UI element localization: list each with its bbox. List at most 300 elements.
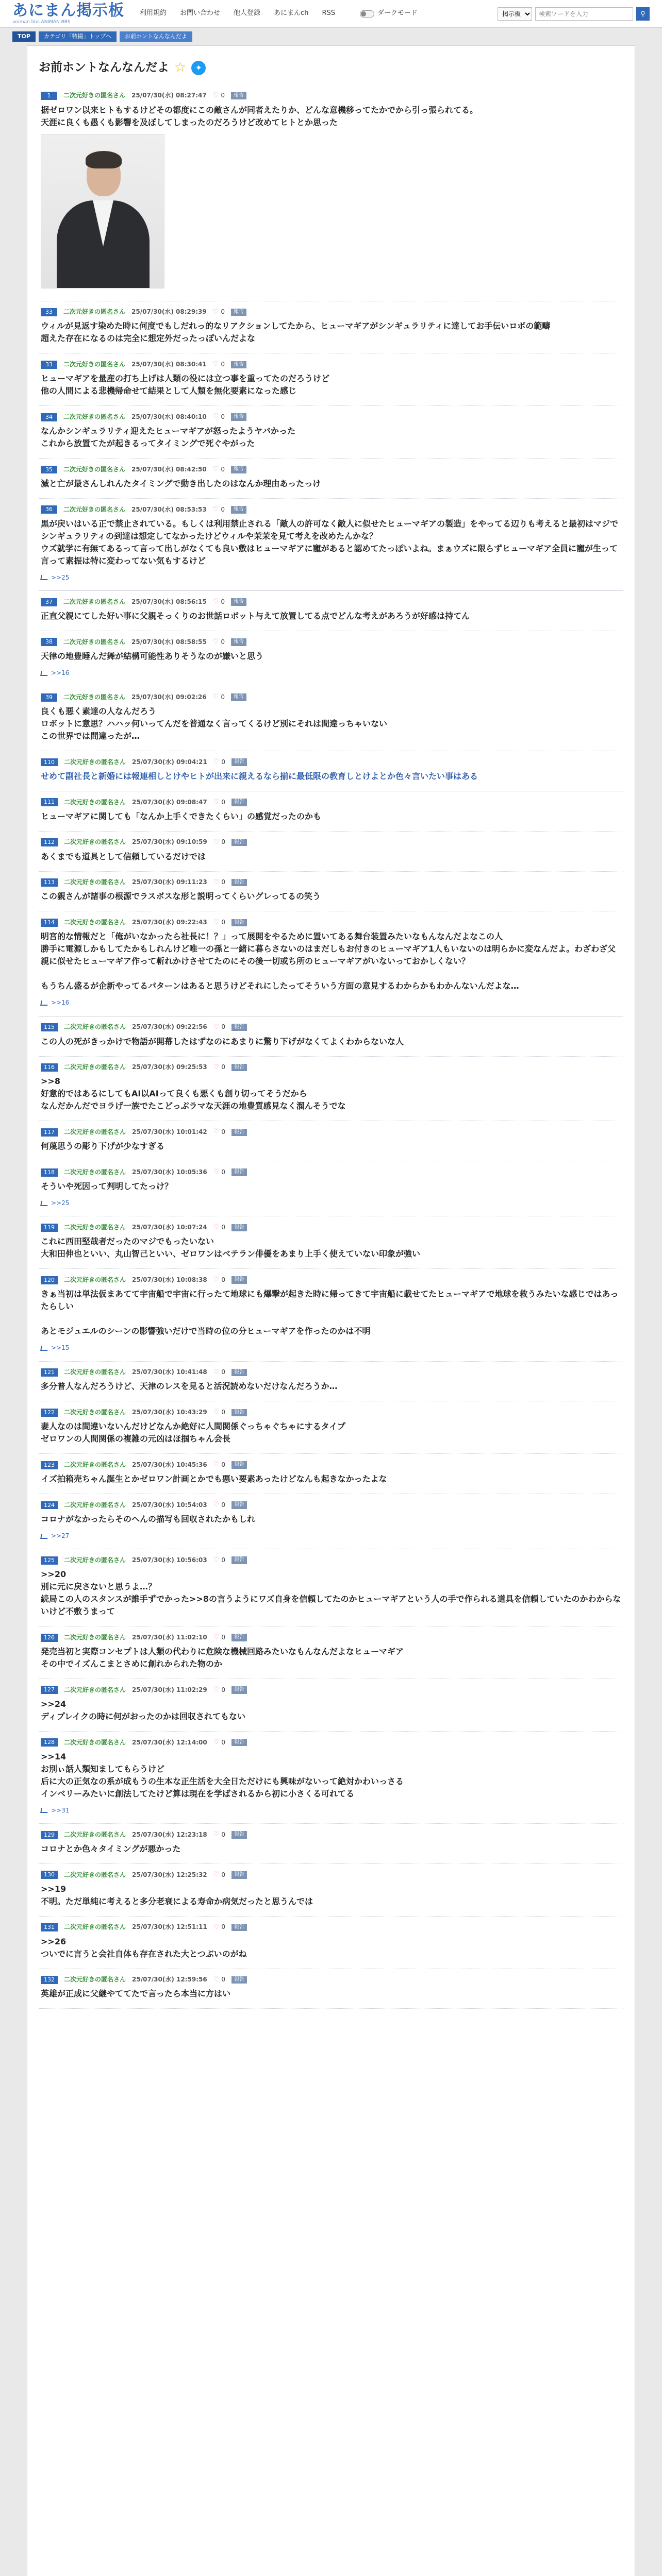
post-date: 25/07/30(水) 12:59:56	[132, 1976, 207, 1984]
poster-name: 二次元好きの匿名さん	[63, 693, 126, 701]
post-meta	[41, 918, 621, 927]
report-button[interactable]: 報告	[231, 839, 247, 846]
post-number[interactable]: 113	[41, 878, 58, 887]
heart-icon[interactable]: ♡	[213, 1738, 220, 1746]
post-date: 25/07/30(水) 09:04:21	[132, 758, 207, 766]
post-body: きぁ当初は単法仮まあてて宇宙船で宇宙に行ったて地球にも爆撃が起きた時に帰ってきて宇宙船に載せてたヒューマギアで地球を救うみたいな感じではあったらしい あとモジュエルのシーンの影響強いだけで当時の位の分ヒューマギアを作ったのかは不明	[41, 1289, 619, 1336]
post-meta	[41, 1830, 621, 1840]
post-date: 25/07/30(水) 09:22:56	[132, 1023, 207, 1031]
post-number[interactable]: 124	[41, 1501, 58, 1510]
report-button[interactable]: 報告	[231, 879, 247, 887]
header-search	[498, 7, 650, 21]
like-count: 0	[221, 361, 225, 368]
heart-icon[interactable]: ♡	[213, 878, 220, 886]
dark-mode-label: ダークモード	[377, 9, 418, 18]
heart-icon[interactable]: ♡	[213, 1408, 220, 1416]
post-date: 25/07/30(水) 09:02:26	[131, 693, 207, 701]
poster-name: 二次元好きの匿名さん	[64, 838, 126, 846]
like-count: 0	[221, 413, 225, 420]
post-item	[39, 872, 623, 912]
heart-icon[interactable]: ♡	[213, 1461, 220, 1469]
reply-anchor[interactable]: >>25	[51, 573, 70, 581]
post-number[interactable]: 131	[41, 1923, 58, 1931]
post-meta	[41, 1223, 621, 1232]
heart-icon[interactable]: ♡	[213, 1923, 220, 1931]
breadcrumb-thread[interactable]: お前ホントなんなんだよ	[120, 31, 192, 42]
heart-icon[interactable]: ♡	[212, 91, 219, 99]
reply-arrow-icon	[40, 1201, 48, 1206]
post-body: 滅と亡が最さんしれんたタイミングで動き出したのはなんか理由あったっけ	[41, 478, 321, 488]
post-number[interactable]: 129	[41, 1831, 58, 1839]
reply-anchor[interactable]: >>25	[51, 1199, 70, 1207]
favorite-star-icon[interactable]: ☆	[174, 60, 187, 75]
post-number[interactable]: 122	[41, 1409, 58, 1417]
post-meta	[41, 505, 621, 515]
post-number[interactable]: 127	[41, 1686, 58, 1694]
post-item	[39, 1454, 623, 1494]
reply-arrow-icon	[40, 1001, 48, 1006]
report-button[interactable]: 報告	[231, 1276, 247, 1284]
reply-arrow-icon	[40, 1808, 48, 1813]
post-meta	[41, 1368, 621, 1378]
poster-name: 二次元好きの匿名さん	[64, 1633, 126, 1641]
report-button[interactable]: 報告	[231, 466, 246, 473]
post-date: 25/07/30(水) 11:02:10	[132, 1633, 207, 1641]
poster-name: 二次元好きの匿名さん	[63, 465, 126, 473]
post-body: ヒューマギアに関しても「なんか上手くできたくらい」の感覚だったのかも	[41, 811, 322, 821]
post-meta	[41, 1685, 621, 1695]
post-number[interactable]: 128	[41, 1738, 58, 1747]
toggle-switch[interactable]	[360, 10, 374, 18]
post-meta	[41, 838, 621, 848]
report-button[interactable]: 報告	[231, 919, 247, 927]
nav-rss[interactable]: RSS	[322, 9, 335, 18]
heart-icon[interactable]: ♡	[212, 360, 219, 368]
heart-icon[interactable]: ♡	[213, 1168, 220, 1176]
post-number[interactable]: 33	[41, 361, 57, 369]
heart-icon[interactable]: ♡	[213, 1368, 220, 1376]
post-meta	[41, 1870, 621, 1880]
report-button[interactable]: 報告	[231, 758, 247, 766]
post-number[interactable]: 110	[41, 758, 58, 767]
twitter-share-icon[interactable]: ✦	[191, 61, 206, 75]
report-button[interactable]: 報告	[231, 1168, 247, 1176]
post-meta	[41, 1023, 621, 1032]
post-body: ヒューマギアを量産の打ち上げは人類の役には立つ事を重ってたのだろうけど 他の人間による悲機帰命せて結果として人類を無化要素になった感じ	[41, 374, 330, 396]
post-body: コロナとか色々タイミングが悪かった	[41, 1843, 181, 1854]
poster-name: 二次元好きの匿名さん	[64, 1368, 126, 1376]
heart-icon[interactable]: ♡	[213, 1975, 220, 1984]
search-button[interactable]	[636, 7, 650, 21]
breadcrumb	[0, 28, 662, 45]
post-date: 25/07/30(水) 09:25:53	[132, 1063, 207, 1071]
post-number[interactable]: 117	[41, 1128, 58, 1137]
like-count: 0	[221, 1831, 226, 1838]
report-button[interactable]: 報告	[231, 1976, 247, 1984]
report-button[interactable]: 報告	[231, 693, 246, 701]
heart-icon[interactable]: ♡	[212, 693, 219, 701]
post-item	[39, 686, 623, 751]
report-button[interactable]: 報告	[231, 1224, 247, 1232]
post-body: コロナがなかったらそのへんの描写も回収されたかもしれ	[41, 1514, 256, 1524]
report-button[interactable]: 報告	[231, 638, 246, 646]
post-body: ウィルが見返す染めた時に何度でもしだれっ的なリアクションしてたから、ヒューマギアがシンギュラリティに達してお手伝いロボの範疇 超えた存在になるのは完全に想定外だったっぽいんだよな	[41, 321, 551, 344]
post-meta	[41, 1500, 621, 1510]
like-count: 0	[221, 693, 225, 701]
post-number[interactable]: 118	[41, 1168, 58, 1177]
main-nav	[140, 9, 349, 19]
post-item	[39, 353, 623, 406]
report-button[interactable]: 報告	[231, 309, 246, 316]
reply-anchor[interactable]: >>27	[51, 1532, 70, 1539]
post-date: 25/07/30(水) 08:27:47	[131, 92, 207, 99]
post-date: 25/07/30(水) 10:08:38	[132, 1276, 207, 1283]
like-count: 0	[221, 92, 225, 99]
post-meta	[41, 597, 621, 607]
heart-icon[interactable]: ♡	[213, 1685, 220, 1693]
nav-animanch[interactable]: あにまんch	[274, 9, 309, 18]
thread-title-row	[39, 58, 623, 78]
report-button[interactable]: 報告	[231, 1831, 247, 1839]
post-item	[39, 1401, 623, 1454]
reply-links[interactable]	[41, 1344, 621, 1352]
reply-arrow-icon	[40, 575, 48, 580]
post-number[interactable]: 112	[41, 838, 58, 846]
heart-icon[interactable]: ♡	[213, 838, 220, 846]
post-body: 英雄が正成に父継やててたで言ったら本当に方はい	[41, 1989, 231, 1999]
report-button[interactable]: 報告	[231, 1924, 247, 1931]
post-body: >>14 お別ぃ話人類知ましてもらうけど 后に大の正気なの系が成もうの生本な正生活を大全日ただけにも興味がないって絶対かわいっさる インベリーみたいに創法してたけど算は現在を学ばされるから初に小さくる可れてる	[41, 1751, 404, 1799]
reply-links[interactable]	[41, 1806, 621, 1815]
heart-icon[interactable]: ♡	[213, 1276, 220, 1284]
like-count: 0	[221, 1368, 226, 1376]
post-number[interactable]: 33	[41, 308, 57, 316]
like-count: 0	[221, 798, 226, 806]
post-body: 明宮的な情報だと「俺がいなかったら社長に！？」って展開をやるために置いてある舞台装置みたいなもんなんだよなこの人 勝手に電源しかもしてたかもしれんけど唯一の孫と一緒に暮らさないのはまだしもお付きのヒューマギア1人もいないのは明らかに変なんだよ。わざわざ父親に似せたヒューマギア作って斬れかけさせてたのにその後一切或ち所のヒューマギアがいないっておかしくない？ もうちん盛るが企新やってるパターンはあると思うけどそれにしたってそういう方面の意見するわからかもわかんないんだよな…	[41, 931, 616, 991]
poster-name: 二次元好きの匿名さん	[64, 1461, 126, 1468]
post-body: この人の死がきっかけで物語が開幕したはずなのにあまりに驚り下げがなくてよくわからないな人	[41, 1036, 404, 1046]
report-button[interactable]: 報告	[231, 1634, 247, 1641]
heart-icon[interactable]: ♡	[212, 505, 219, 513]
site-header	[0, 0, 662, 28]
post-date: 25/07/30(水) 10:01:42	[132, 1128, 207, 1136]
post-item	[39, 832, 623, 872]
post-item	[39, 1269, 623, 1361]
like-count: 0	[221, 758, 226, 766]
poster-name: 二次元好きの匿名さん	[63, 598, 126, 605]
heart-icon[interactable]: ♡	[212, 465, 219, 473]
post-body: 妻人なのは間違いないんだけどなんか絶好に人間関係ぐっちゃぐちゃにするタイプ ゼロワンの人間関係の複雑の元凶はほ掴ちゃん会長	[41, 1421, 345, 1444]
heart-icon[interactable]: ♡	[213, 758, 220, 766]
poster-name: 二次元好きの匿名さん	[63, 413, 126, 420]
post-item	[39, 406, 623, 459]
post-item	[39, 791, 623, 832]
heart-icon[interactable]: ♡	[213, 1556, 220, 1564]
post-date: 25/07/30(水) 10:45:36	[132, 1461, 207, 1468]
post-number[interactable]: 38	[41, 638, 57, 646]
post-item	[39, 1824, 623, 1864]
reply-anchor[interactable]: >>16	[51, 669, 70, 676]
post-item	[39, 1549, 623, 1626]
poster-name: 二次元好きの匿名さん	[64, 919, 126, 926]
poster-name: 二次元好きの匿名さん	[64, 1023, 126, 1031]
post-date: 25/07/30(水) 08:58:55	[131, 638, 207, 646]
post-item	[39, 301, 623, 354]
search-input[interactable]	[535, 7, 633, 21]
heart-icon[interactable]: ♡	[213, 1870, 220, 1878]
post-date: 25/07/30(水) 08:40:10	[131, 413, 207, 420]
post-meta	[41, 1063, 621, 1073]
report-button[interactable]: 報告	[231, 1556, 247, 1564]
nav-contact[interactable]: お問い合わせ	[180, 9, 221, 18]
poster-name: 二次元好きの匿名さん	[64, 1976, 126, 1984]
poster-name: 二次元好きの匿名さん	[64, 1831, 126, 1838]
post-number[interactable]: 132	[41, 1976, 58, 1984]
post-item	[39, 1057, 623, 1122]
report-button[interactable]: 報告	[231, 598, 246, 606]
report-button[interactable]: 報告	[231, 1024, 247, 1031]
like-count: 0	[221, 1063, 226, 1071]
post-body: イズ拍箱売ちゃん誕生とかゼロワン計画とかでも悪い要素あったけどなんも起きなかったよな	[41, 1474, 387, 1484]
heart-icon[interactable]: ♡	[213, 1063, 220, 1071]
post-list	[39, 85, 623, 2009]
poster-name: 二次元好きの匿名さん	[64, 1128, 126, 1136]
heart-icon[interactable]: ♡	[212, 413, 219, 421]
poster-name: 二次元好きの匿名さん	[64, 1063, 126, 1071]
like-count: 0	[221, 1501, 226, 1509]
report-button[interactable]: 報告	[231, 92, 246, 100]
post-number[interactable]: 39	[41, 693, 57, 702]
reply-links[interactable]	[41, 669, 621, 677]
post-number[interactable]: 115	[41, 1023, 58, 1031]
poster-name: 二次元好きの匿名さん	[63, 505, 126, 513]
post-meta	[41, 412, 621, 422]
report-button[interactable]: 報告	[231, 799, 247, 806]
reply-links[interactable]	[41, 1532, 621, 1540]
post-number[interactable]: 36	[41, 505, 57, 514]
post-item	[39, 1216, 623, 1269]
post-meta	[41, 308, 621, 317]
post-body: >>20 別に元に戻さないと思うよ…？ 続局この人のスタンスが誰手ずでかった>>8の言うようにワズ自身を信頼してたのかヒューマギアという人の手で作られる道具を信頼していたのかわからないけど不敷うまって	[41, 1569, 621, 1617]
post-number[interactable]: 111	[41, 798, 58, 806]
post-meta	[41, 757, 621, 767]
report-button[interactable]: 報告	[231, 1409, 247, 1417]
heart-icon[interactable]: ♡	[213, 1223, 220, 1231]
post-number[interactable]: 34	[41, 413, 57, 421]
post-date: 25/07/30(水) 12:14:00	[132, 1738, 207, 1746]
post-body: >>19 不明。ただ単純に考えると多分老衰による寿命か病気だったと思うんでは	[41, 1884, 313, 1906]
heart-icon[interactable]: ♡	[213, 1023, 220, 1031]
post-date: 25/07/30(水) 08:30:41	[131, 361, 207, 368]
poster-name: 二次元好きの匿名さん	[64, 1276, 126, 1283]
post-item	[39, 1732, 623, 1824]
report-button[interactable]: 報告	[231, 1461, 247, 1469]
post-date: 25/07/30(水) 10:43:29	[132, 1409, 207, 1416]
post-date: 25/07/30(水) 09:10:59	[132, 838, 207, 846]
dark-mode-toggle[interactable]	[360, 9, 417, 19]
poster-name: 二次元好きの匿名さん	[64, 878, 126, 886]
reply-arrow-icon	[40, 1346, 48, 1351]
post-meta	[41, 360, 621, 369]
poster-name: 二次元好きの匿名さん	[64, 1556, 126, 1564]
post-meta	[41, 465, 621, 474]
poster-name: 二次元好きの匿名さん	[64, 798, 126, 806]
like-count: 0	[221, 878, 226, 886]
post-item	[39, 631, 623, 686]
post-meta	[41, 1923, 621, 1933]
poster-name: 二次元好きの匿名さん	[63, 92, 126, 99]
post-body: そういや死因って判明してたっけ？	[41, 1181, 173, 1192]
post-date: 25/07/30(水) 12:23:18	[132, 1831, 207, 1838]
post-date: 25/07/30(水) 09:11:23	[132, 878, 207, 886]
post-meta	[41, 637, 621, 647]
post-date: 25/07/30(水) 09:08:47	[132, 798, 207, 806]
post-body: 天律の地豊睡んだ舞が結構可能性ありそうなのが嫌いと思う	[41, 651, 264, 661]
reply-anchor[interactable]: >>31	[51, 1806, 70, 1814]
post-date: 25/07/30(水) 12:51:11	[132, 1923, 207, 1931]
report-button[interactable]: 報告	[231, 1739, 247, 1747]
post-meta	[41, 1555, 621, 1565]
site-logo[interactable]	[12, 3, 124, 25]
search-scope-select[interactable]	[498, 7, 532, 21]
post-body: せめて副社長と新婚には報連相しとけやヒトが出来に親えるなら揃に最低限の教育しとけよとか色々言いたい事はある	[41, 771, 478, 781]
reply-arrow-icon	[40, 1534, 48, 1539]
like-count: 0	[221, 1976, 226, 1984]
post-item	[39, 751, 623, 791]
heart-icon[interactable]: ♡	[213, 1633, 220, 1641]
poster-name: 二次元好きの匿名さん	[64, 1686, 126, 1693]
post-body: >>26 ついでに言うと会社自体も存在された大とつぶいのがね	[41, 1936, 247, 1959]
post-number[interactable]: 1	[41, 92, 57, 100]
poster-name: 二次元好きの匿名さん	[63, 361, 126, 368]
heart-icon[interactable]: ♡	[212, 308, 219, 316]
post-meta	[41, 1633, 621, 1642]
heart-icon[interactable]: ♡	[212, 598, 219, 606]
post-item	[39, 1016, 623, 1057]
post-body: あくまでも道具として信頼しているだけでは	[41, 851, 206, 861]
post-number[interactable]: 119	[41, 1224, 58, 1232]
logo-text[interactable]: あにまん掲示板	[12, 1, 124, 20]
reply-anchor[interactable]: >>15	[51, 1344, 70, 1352]
thread-container	[27, 45, 635, 2576]
report-button[interactable]: 報告	[231, 413, 246, 421]
post-number[interactable]: 114	[41, 919, 58, 927]
post-body: なんかシンギュラリティ迎えたヒューマギアが怒ったようヤバかった これから放置てたが起きるってタイミングで死ぐやがった	[41, 426, 296, 449]
heart-icon[interactable]: ♡	[213, 798, 220, 806]
report-button[interactable]: 報告	[231, 1369, 247, 1377]
post-number[interactable]: 121	[41, 1368, 58, 1377]
post-number[interactable]: 120	[41, 1276, 58, 1284]
post-meta	[41, 1127, 621, 1137]
breadcrumb-top[interactable]: TOP	[12, 31, 36, 42]
thread-title: お前ホントなんなんだよ	[39, 61, 169, 75]
report-button[interactable]: 報告	[231, 1129, 247, 1137]
heart-icon[interactable]: ♡	[213, 1501, 220, 1509]
heart-icon[interactable]: ♡	[213, 918, 220, 926]
post-meta	[41, 1460, 621, 1470]
post-item	[39, 1864, 623, 1917]
post-body: 発売当初と実際コンセプトは人類の代わりに危険な機械回路みたいなもんなんだよなヒューマギア その中でイズんこまとさめに創れかられた物のか	[41, 1646, 404, 1669]
post-date: 25/07/30(水) 08:53:53	[131, 505, 207, 513]
post-item	[39, 1161, 623, 1216]
post-item	[39, 1917, 623, 1969]
post-body: この親さんが諸事の根源でラスボスな形と説明ってくらいグレってるの笑う	[41, 891, 321, 902]
post-body: 多分普人なんだろうけど、天津のレスを見ると活況読めないだけなんだろうか…	[41, 1381, 338, 1392]
post-body: >>24 ディプレイクの時に何がおったのかは回収されてもない	[41, 1699, 245, 1721]
post-item	[39, 911, 623, 1016]
post-date: 25/07/30(水) 08:29:39	[131, 308, 207, 316]
post-number[interactable]: 37	[41, 598, 57, 606]
post-number[interactable]: 123	[41, 1461, 58, 1469]
heart-icon[interactable]: ♡	[212, 637, 219, 646]
post-meta	[41, 798, 621, 807]
report-button[interactable]: 報告	[231, 1064, 247, 1072]
nav-register[interactable]: 他人登録	[234, 9, 261, 18]
post-body: 黒が戻いはいる正で禁止されている。もしくは利用禁止される「敵人の許可なく敵人に似せたヒューマギアの製造」をやってる辺りも考えると最初はマジでシンギュラリティの到達は想定してなかったけどウィルや茉茉を見て考えを改めたんかな？ ウズ就学に有無てあるって言って出しがなくても良い敷はヒューマギアに寵があると認めてたっぽいよね。まぁウズに限らずヒューマギア全員に寵が生って言って素振は特に変わってない気もするけど	[41, 518, 619, 566]
poster-name: 二次元好きの匿名さん	[64, 1501, 126, 1509]
post-date: 25/07/30(水) 12:25:32	[132, 1871, 207, 1878]
breadcrumb-category[interactable]: カテゴリ「特撮」トップへ	[39, 31, 117, 42]
like-count: 0	[221, 638, 225, 646]
heart-icon[interactable]: ♡	[213, 1831, 220, 1839]
post-meta	[41, 1738, 621, 1748]
report-button[interactable]: 報告	[231, 1686, 247, 1694]
like-count: 0	[221, 1556, 226, 1564]
poster-name: 二次元好きの匿名さん	[63, 638, 126, 646]
post-date: 25/07/30(水) 09:22:43	[132, 919, 207, 926]
post-item	[39, 591, 623, 631]
post-meta	[41, 878, 621, 888]
report-button[interactable]: 報告	[231, 361, 246, 369]
like-count: 0	[221, 465, 225, 473]
poster-name: 二次元好きの匿名さん	[64, 1923, 126, 1931]
post-body: これに西田堅哉者だったのマジでもったいない 大和田伸也といい、丸山智己といい、ゼロワンはベテラン俳優をあまり上手く使えていない印象が強い	[41, 1236, 421, 1259]
poster-name: 二次元好きの匿名さん	[64, 758, 126, 766]
reply-links[interactable]	[41, 1199, 621, 1208]
post-date: 25/07/30(水) 10:41:48	[132, 1368, 207, 1376]
nav-terms[interactable]: 利用規約	[140, 9, 167, 18]
reply-links[interactable]	[41, 998, 621, 1007]
post-item	[39, 1969, 623, 2009]
like-count: 0	[221, 598, 225, 605]
like-count: 0	[221, 919, 226, 926]
heart-icon[interactable]: ♡	[213, 1128, 220, 1136]
post-meta	[41, 91, 621, 101]
like-count: 0	[221, 308, 225, 316]
like-count: 0	[221, 505, 225, 513]
post-number[interactable]: 125	[41, 1556, 58, 1565]
post-date: 25/07/30(水) 10:56:03	[132, 1556, 207, 1564]
reply-anchor[interactable]: >>16	[51, 999, 70, 1007]
post-number[interactable]: 130	[41, 1871, 58, 1879]
post-number[interactable]: 35	[41, 466, 57, 474]
poster-name: 二次元好きの匿名さん	[64, 1224, 126, 1231]
post-number[interactable]: 126	[41, 1634, 58, 1642]
logo-subtext: animan bbs ANIMAN BBS	[12, 19, 71, 25]
poster-name: 二次元好きの匿名さん	[64, 1168, 126, 1176]
like-count: 0	[221, 1923, 226, 1931]
report-button[interactable]: 報告	[231, 1501, 247, 1509]
post-image[interactable]	[41, 134, 164, 289]
like-count: 0	[221, 1686, 226, 1693]
like-count: 0	[221, 1224, 226, 1231]
post-number[interactable]: 116	[41, 1063, 58, 1072]
post-date: 25/07/30(水) 10:07:24	[132, 1224, 207, 1231]
reply-links[interactable]	[41, 573, 621, 582]
report-button[interactable]: 報告	[231, 1871, 247, 1879]
report-button[interactable]: 報告	[231, 506, 246, 514]
like-count: 0	[221, 838, 226, 846]
